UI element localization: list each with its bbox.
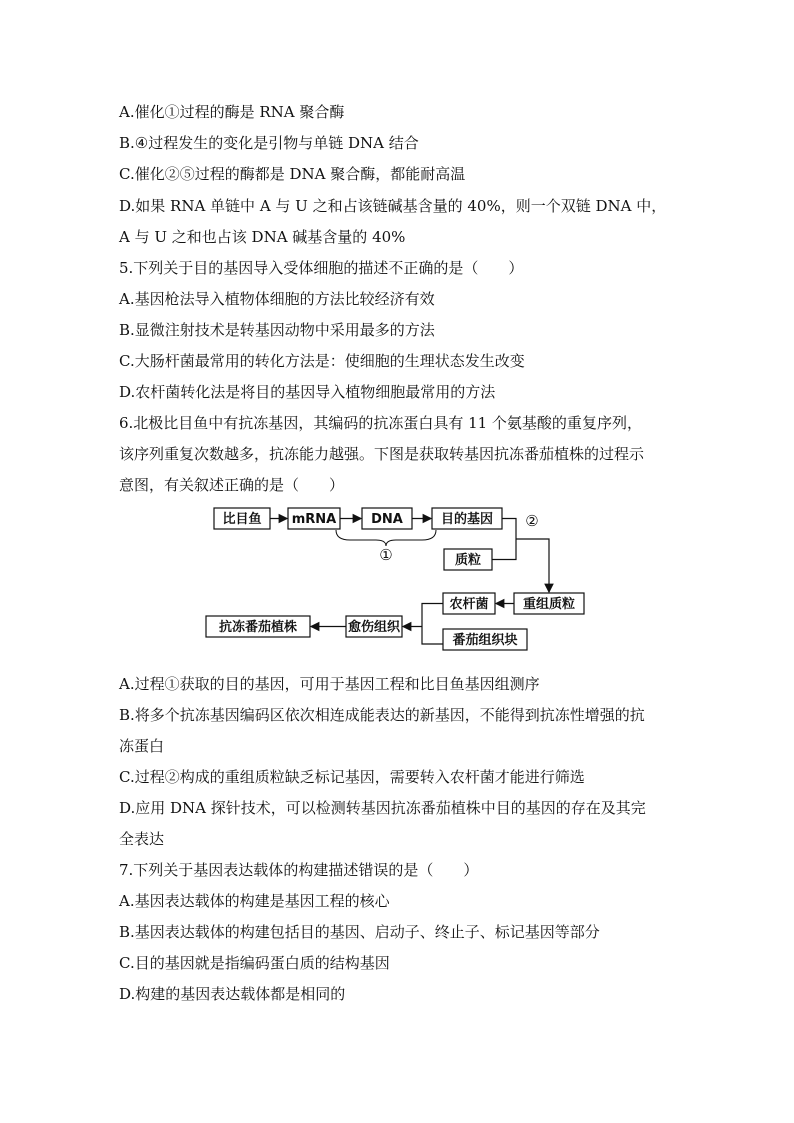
q4-option-d: D.如果 RNA 单链中 A 与 U 之和占该链碱基含量的 40%，则一个双链 DNA 中， bbox=[119, 197, 667, 215]
target-gene-label: 目的基因 bbox=[440, 512, 494, 527]
step2-label: ② bbox=[525, 512, 539, 530]
q7-option-a: A.基因表达载体的构建是基因工程的核心 bbox=[119, 892, 390, 910]
process-diagram bbox=[200, 502, 600, 652]
q6-stem-line2: 该序列重复次数越多，抗冻能力越强。下图是获取转基因抗冻番茄植株的过程示 bbox=[119, 445, 645, 463]
q4-option-d-cont: A 与 U 之和也占该 DNA 碱基含量的 40% bbox=[119, 228, 406, 246]
q5-option-b: B.显微注射技术是转基因动物中采用最多的方法 bbox=[119, 321, 435, 339]
recombinant-plasmid-label: 重组质粒 bbox=[522, 597, 576, 612]
fish-label: 比目鱼 bbox=[222, 512, 262, 527]
agrobacterium-label: 农杆菌 bbox=[449, 597, 489, 612]
q4-option-a: A.催化①过程的酶是 RNA 聚合酶 bbox=[119, 103, 345, 121]
q5-option-a: A.基因枪法导入植物体细胞的方法比较经济有效 bbox=[119, 290, 435, 308]
q6-option-b: B.将多个抗冻基因编码区依次相连成能表达的新基因，不能得到抗冻性增强的抗 bbox=[119, 706, 645, 724]
step1-brace bbox=[336, 530, 436, 546]
plasmid-label: 质粒 bbox=[454, 553, 482, 568]
dna-label: DNA bbox=[371, 512, 403, 527]
q7-stem: 7.下列关于基因表达载体的构建描述错误的是（ ） bbox=[119, 861, 479, 879]
q6-option-d: D.应用 DNA 探针技术，可以检测转基因抗冻番茄植株中目的基因的存在及其完 bbox=[119, 799, 646, 817]
q7-option-b: B.基因表达载体的构建包括目的基因、启动子、终止子、标记基因等部分 bbox=[119, 923, 600, 941]
q6-stem-line1: 6.北极比目鱼中有抗冻基因，其编码的抗冻蛋白具有 11 个氨基酸的重复序列， bbox=[119, 414, 642, 432]
q4-option-b: B.④过程发生的变化是引物与单链 DNA 结合 bbox=[119, 134, 419, 152]
q5-stem: 5.下列关于目的基因导入受体细胞的描述不正确的是（ ） bbox=[119, 259, 524, 277]
q6-stem-line3: 意图，有关叙述正确的是（ ） bbox=[119, 476, 345, 494]
q7-option-c: C.目的基因就是指编码蛋白质的结构基因 bbox=[119, 954, 390, 972]
q4-option-c: C.催化②⑤过程的酶都是 DNA 聚合酶，都能耐高温 bbox=[119, 165, 466, 183]
q5-option-c: C.大肠杆菌最常用的转化方法是：使细胞的生理状态发生改变 bbox=[119, 352, 525, 370]
callus-label: 愈伤组织 bbox=[347, 620, 401, 635]
step1-label: ① bbox=[379, 546, 393, 564]
q5-option-d: D.农杆菌转化法是将目的基因导入植物细胞最常用的方法 bbox=[119, 383, 496, 401]
q6-option-c: C.过程②构成的重组质粒缺乏标记基因，需要转入农杆菌才能进行筛选 bbox=[119, 768, 585, 786]
q6-option-d-cont: 全表达 bbox=[119, 830, 165, 848]
tomato-plant-label: 抗冻番茄植株 bbox=[218, 620, 298, 635]
q7-option-d: D.构建的基因表达载体都是相同的 bbox=[119, 985, 346, 1003]
tomato-tissue-label: 番茄组织块 bbox=[452, 633, 518, 648]
q6-option-a: A.过程①获取的目的基因，可用于基因工程和比目鱼基因组测序 bbox=[119, 675, 540, 693]
mrna-label: mRNA bbox=[291, 512, 337, 527]
q6-option-b-cont: 冻蛋白 bbox=[119, 737, 165, 755]
